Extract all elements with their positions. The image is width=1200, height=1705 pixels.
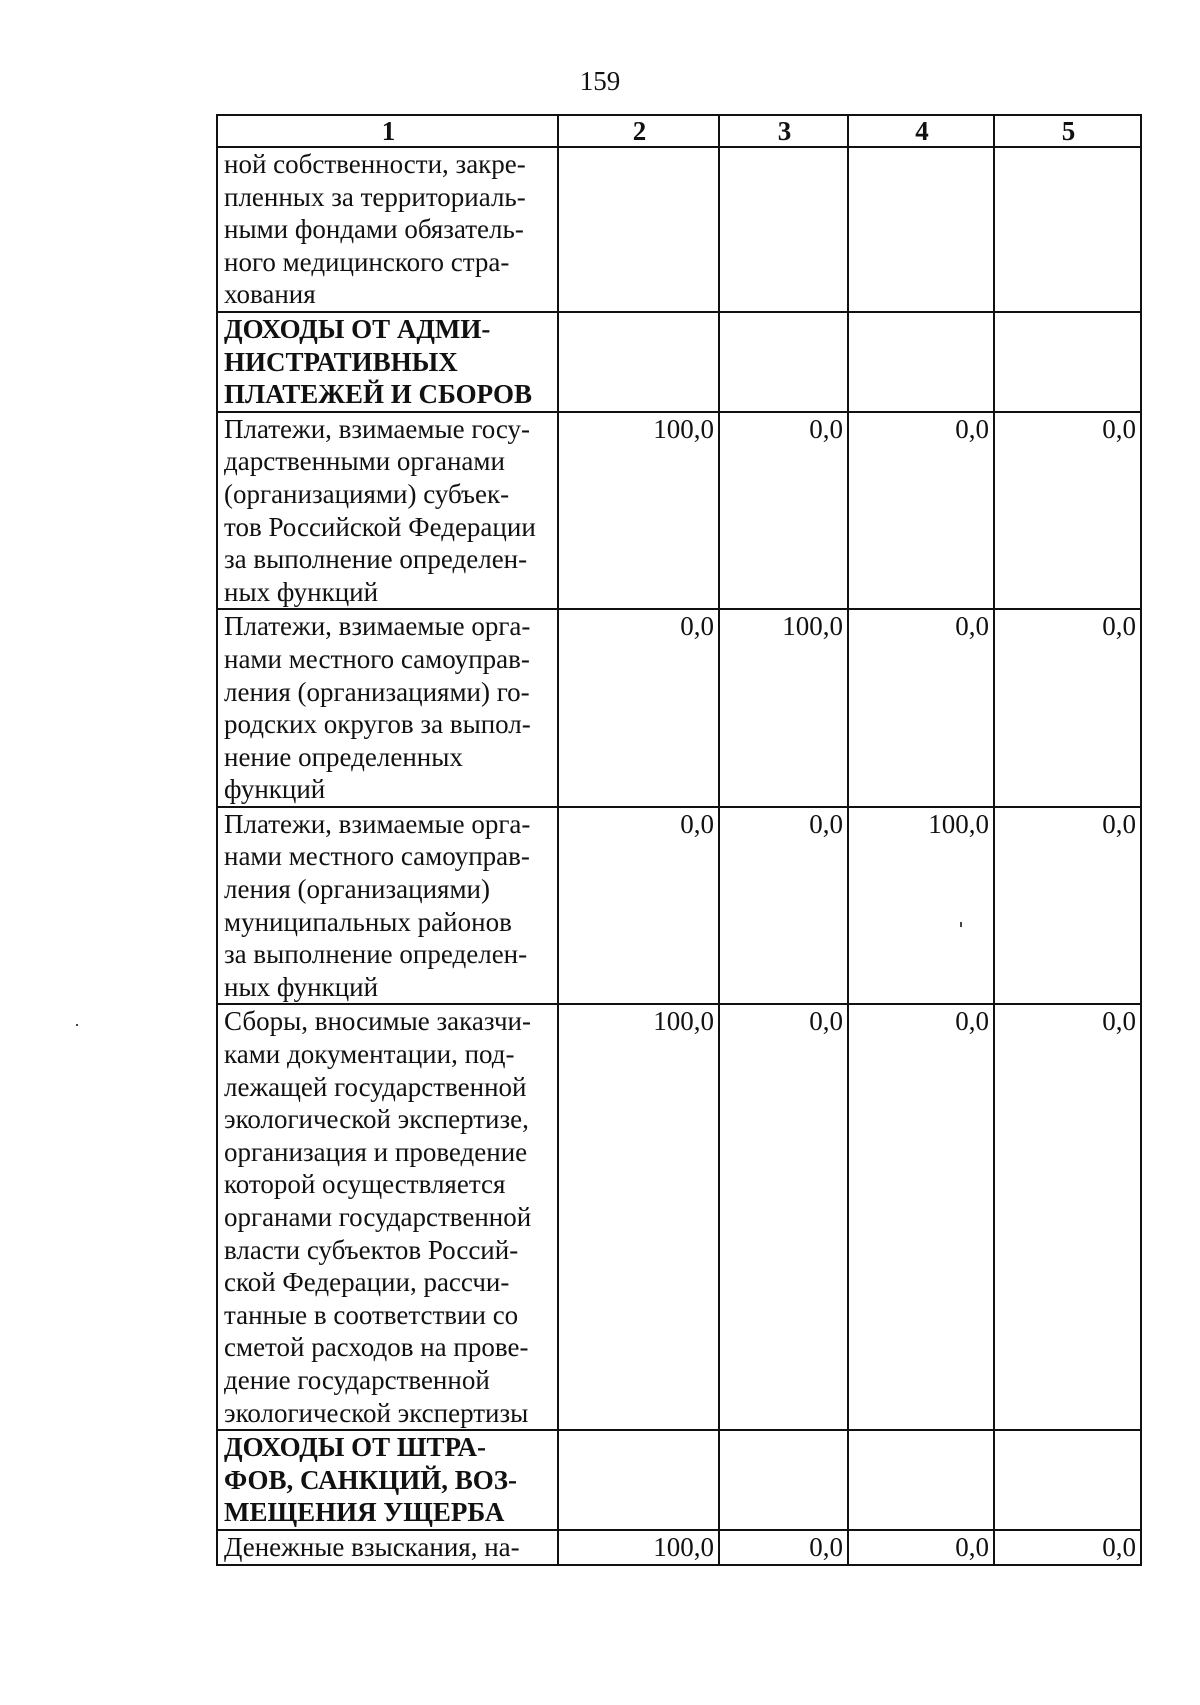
- value-cell: 0,0: [558, 807, 719, 1005]
- value-cell: 0,0: [719, 412, 848, 610]
- row-name-cell: Платежи, взимаемые госу- дарственными органами (организациями) субъек- тов Российской Федерации за выполнение определен- ных функций: [217, 412, 558, 610]
- table-row: [217, 1004, 1141, 1430]
- revenue-distribution-table: [216, 114, 1142, 1566]
- row-name-cell: Денежные взыскания, на-: [217, 1530, 558, 1565]
- value-cell: [994, 147, 1141, 312]
- section-heading-cell: ДОХОДЫ ОТ АДМИ- НИСТРАТИВНЫХ ПЛАТЕЖЕЙ И СБОРОВ: [217, 312, 558, 412]
- row-name-cell: Платежи, взимаемые орга- нами местного самоуправ- ления (организациями) го- родских округов за выпол- нение определенных функций: [217, 609, 558, 807]
- value-cell: 100,0: [848, 807, 994, 1005]
- value-cell: 0,0: [994, 1530, 1141, 1565]
- value-cell: 0,0: [994, 807, 1141, 1005]
- value-cell: [719, 312, 848, 412]
- row-name-cell: Сборы, вносимые заказчи- ками документации, под- лежащей государственной экологической экспертизе, организация и проведение которой осуществляется органами государственной власти субъектов Россий- ской Федерации, рассчи- танные в соответствии со сметой расходов на прове- дение государственной экологической экспертизы: [217, 1004, 558, 1430]
- row-name-cell: ной собственности, закре- пленных за территориаль- ными фондами обязатель- ного медицинского стра- хования: [217, 147, 558, 312]
- value-cell: [719, 147, 848, 312]
- column-header-2: 2: [558, 115, 719, 147]
- table-row: [217, 147, 1141, 312]
- column-header-4: 4: [848, 115, 994, 147]
- section-heading-cell: ДОХОДЫ ОТ ШТРА- ФОВ, САНКЦИЙ, ВОЗ- МЕЩЕНИЯ УЩЕРБА: [217, 1430, 558, 1530]
- value-cell: 0,0: [994, 1004, 1141, 1430]
- value-cell: [848, 1430, 994, 1530]
- page-number: 159: [579, 66, 621, 96]
- value-cell: [848, 312, 994, 412]
- value-cell: 100,0: [558, 1530, 719, 1565]
- value-cell: 0,0: [994, 609, 1141, 807]
- value-cell: 100,0: [558, 412, 719, 610]
- value-cell: 100,0: [719, 609, 848, 807]
- scan-speck: [76, 1024, 78, 1026]
- value-cell: 0,0: [848, 1530, 994, 1565]
- table-row: [217, 1530, 1141, 1565]
- value-cell: 100,0: [558, 1004, 719, 1430]
- value-cell: 0,0: [848, 609, 994, 807]
- value-cell: 0,0: [848, 1004, 994, 1430]
- value-cell: 0,0: [558, 609, 719, 807]
- row-name-cell: Платежи, взимаемые орга- нами местного самоуправ- ления (организациями) муниципальных районов за выполнение определен- ных функций: [217, 807, 558, 1005]
- value-cell: 0,0: [994, 412, 1141, 610]
- table-row: [217, 807, 1141, 1005]
- column-header-1: 1: [217, 115, 558, 147]
- value-cell: [558, 1430, 719, 1530]
- value-cell: [994, 1430, 1141, 1530]
- value-cell: 0,0: [719, 1004, 848, 1430]
- value-cell: 0,0: [719, 807, 848, 1005]
- column-number-header-row: [217, 115, 1141, 147]
- value-cell: [719, 1430, 848, 1530]
- value-cell: [558, 147, 719, 312]
- table-row: [217, 412, 1141, 610]
- value-cell: [994, 312, 1141, 412]
- column-header-3: 3: [719, 115, 848, 147]
- scan-speck: [960, 922, 962, 927]
- table-row: [217, 609, 1141, 807]
- value-cell: [558, 312, 719, 412]
- section-heading-row: [217, 1430, 1141, 1530]
- value-cell: [848, 147, 994, 312]
- value-cell: 0,0: [848, 412, 994, 610]
- section-heading-row: [217, 312, 1141, 412]
- column-header-5: 5: [994, 115, 1141, 147]
- value-cell: 0,0: [719, 1530, 848, 1565]
